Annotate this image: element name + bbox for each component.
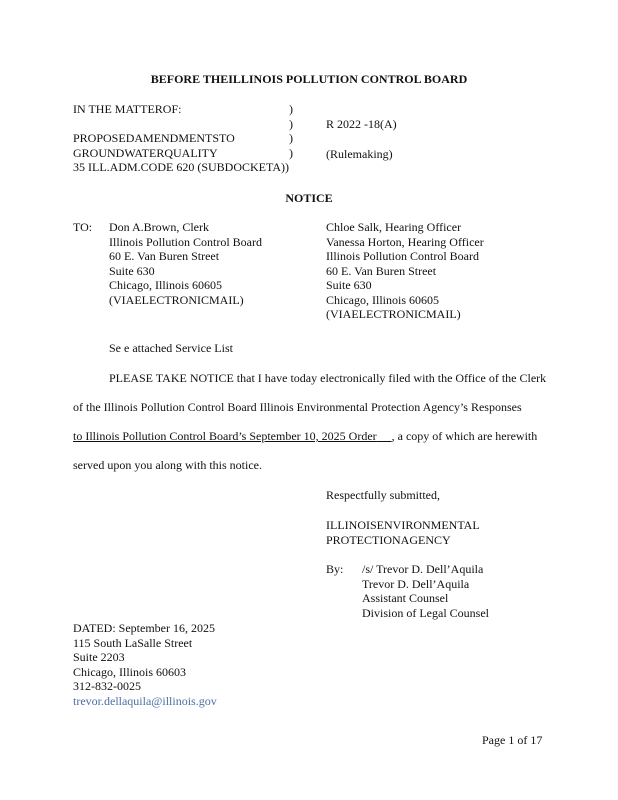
closing: Respectfully submitted,	[326, 488, 440, 502]
caption-line	[73, 117, 289, 132]
body-line: PLEASE TAKE NOTICE that I have today electronically filed with the Office of the Clerk	[109, 371, 547, 385]
caption-paren: )	[289, 145, 293, 160]
body-line: served upon you along with this notice.	[73, 458, 262, 472]
signature-line: Assistant Counsel	[362, 591, 449, 605]
recipient-left	[109, 220, 262, 307]
caption-line: GROUNDWATERQUALITY	[73, 145, 218, 160]
proceeding-type: (Rulemaking)	[326, 147, 393, 161]
document-title: BEFORE THEILLINOIS POLLUTION CONTROL BOARD	[150, 72, 468, 86]
recipient-line: Chicago, Illinois 60605	[109, 278, 222, 292]
recipient-line: Suite 630	[109, 263, 155, 278]
agency-line: ILLINOISENVIRONMENTAL	[326, 518, 480, 532]
body-text: , a copy of which are herewith	[391, 429, 538, 443]
service-list-note: Se e attached Service List	[109, 341, 233, 355]
notice-heading: NOTICE	[285, 191, 333, 205]
recipient-line: Don A.Brown, Clerk	[109, 220, 209, 234]
agency-line: PROTECTIONAGENCY	[326, 532, 451, 547]
recipient-line: Illinois Pollution Control Board	[326, 249, 480, 263]
recipient-line: 60 E. Van Buren Street	[326, 263, 437, 278]
docket-number: R 2022 -18(A)	[326, 117, 397, 131]
caption-paren: )	[289, 131, 293, 145]
caption-line: IN THE MATTEROF:	[73, 102, 182, 116]
address-line: 115 South LaSalle Street	[73, 635, 193, 650]
signature-line: Division of Legal Counsel	[362, 605, 489, 620]
phone-line: 312-832-0025	[73, 679, 141, 693]
recipient-line: Chicago, Illinois 60605	[326, 292, 439, 307]
caption-paren: )	[289, 116, 293, 131]
signature-line: Trevor D. Dell’Aquila	[362, 576, 470, 591]
recipient-right	[326, 220, 484, 322]
recipient-line: Suite 630	[326, 278, 372, 292]
by-label: By:	[326, 562, 344, 576]
page-number: Page 1 of 17	[482, 733, 543, 747]
body-line: of the Illinois Pollution Control Board Illinois Environmental Protection Agency’s Responses	[73, 400, 522, 414]
signature-lines	[362, 562, 489, 620]
agency-name	[326, 518, 480, 547]
caption-left	[73, 102, 289, 175]
recipient-line: Illinois Pollution Control Board	[109, 234, 263, 249]
email-link[interactable]: trevor.dellaquila@illinois.gov	[73, 693, 217, 708]
recipient-line: Vanessa Horton, Hearing Officer	[326, 234, 484, 249]
signature-line: /s/ Trevor D. Dell’Aquila	[362, 562, 484, 576]
dated-line: DATED: September 16, 2025	[73, 621, 215, 635]
caption-line: 35 ILL.ADM.CODE 620 (SUBDOCKETA))	[73, 160, 290, 174]
document-title-reference: to Illinois Pollution Control Board’s September 10, 2025 Order	[73, 429, 377, 443]
caption-paren: )	[289, 102, 293, 116]
recipient-line: 60 E. Van Buren Street	[109, 249, 220, 263]
recipient-line: Chloe Salk, Hearing Officer	[326, 220, 462, 234]
caption-line: PROPOSEDAMENDMENTSTO	[73, 131, 235, 145]
recipient-line: (VIAELECTRONICMAIL)	[326, 307, 461, 321]
to-label: TO:	[73, 220, 93, 234]
underline-spacer	[377, 429, 392, 443]
recipient-line: (VIAELECTRONICMAIL)	[109, 292, 244, 307]
dated-block	[73, 621, 217, 708]
body-line-3	[73, 429, 537, 444]
address-line: Chicago, Illinois 60603	[73, 664, 186, 679]
address-line: Suite 2203	[73, 650, 125, 664]
caption-parens	[289, 102, 293, 160]
